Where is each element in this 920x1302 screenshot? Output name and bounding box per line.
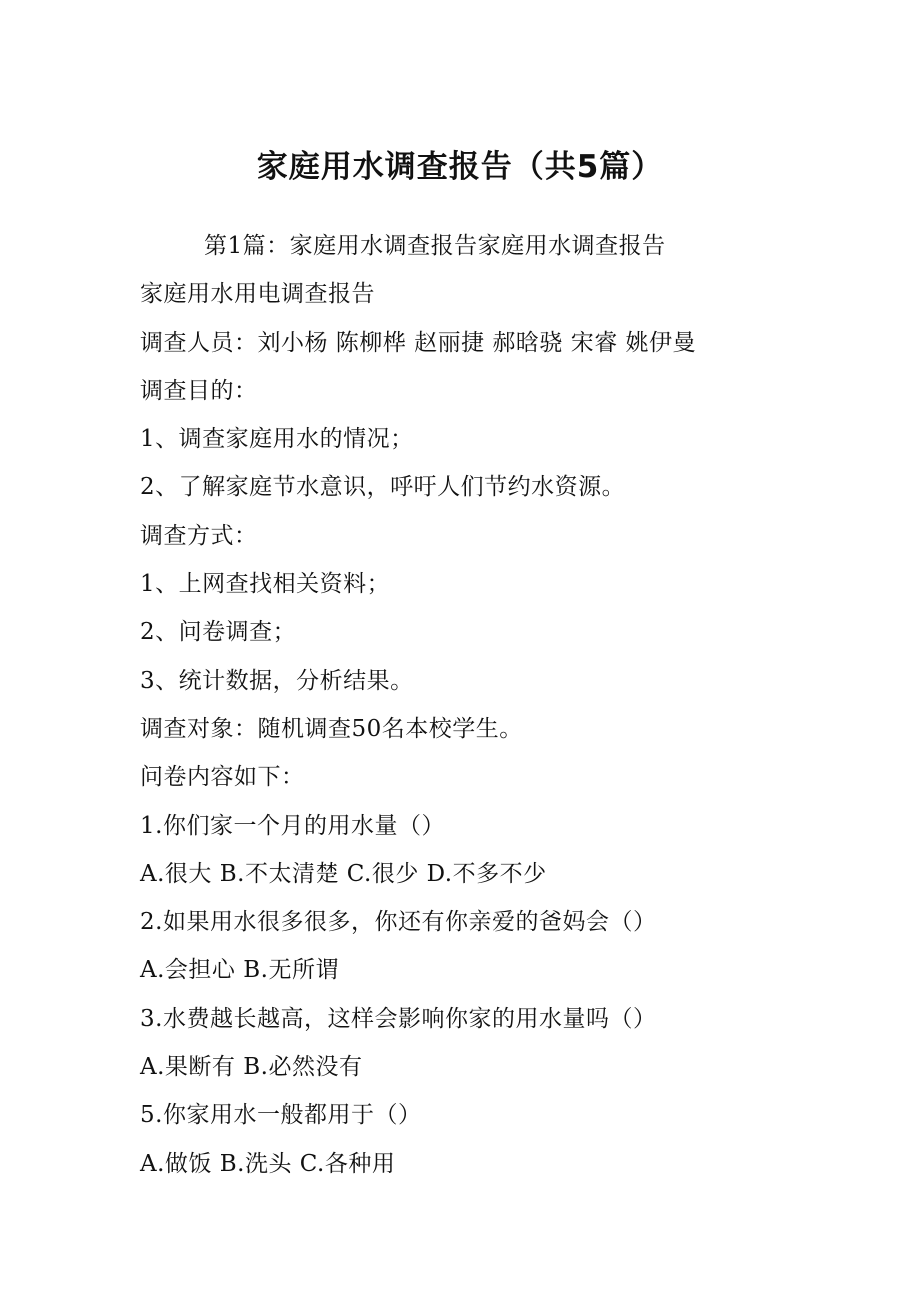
answer-options: A.会担心 B.无所谓 bbox=[140, 957, 339, 984]
document-title: 家庭用水调查报告（共5篇） bbox=[256, 149, 664, 185]
paragraph-line: 家庭用水用电调查报告 bbox=[140, 281, 375, 308]
paragraph-line: 调查方式： bbox=[140, 522, 258, 549]
paragraph-line: 问卷内容如下： bbox=[140, 764, 305, 791]
paragraph-line: 2、了解家庭节水意识，呼吁人们节约水资源。 bbox=[140, 474, 626, 501]
answer-options: A.很大 B.不太清楚 C.很少 D.不多不少 bbox=[140, 860, 547, 887]
paragraph-line: 1、调查家庭用水的情况； bbox=[140, 426, 414, 453]
paragraph-line: 调查目的： bbox=[140, 377, 258, 404]
document-body bbox=[140, 222, 840, 1188]
answer-options: A.果断有 B.必然没有 bbox=[140, 1054, 363, 1081]
question-line: 5.你家用水一般都用于（） bbox=[140, 1102, 422, 1129]
paragraph-line: 调查对象：随机调查50名本校学生。 bbox=[140, 715, 523, 742]
paragraph-line: 1、上网查找相关资料； bbox=[140, 571, 391, 598]
answer-options: A.做饭 B.洗头 C.各种用 bbox=[140, 1150, 396, 1177]
question-line: 1.你们家一个月的用水量（） bbox=[140, 812, 445, 839]
question-line: 3.水费越长越高，这样会影响你家的用水量吗（） bbox=[140, 1005, 657, 1032]
paragraph-line: 2、问卷调查； bbox=[140, 619, 297, 646]
paragraph-line: 3、统计数据，分析结果。 bbox=[140, 667, 414, 694]
paragraph-line: 调查人员：刘小杨 陈柳桦 赵丽捷 郝晗骁 宋睿 姚伊曼 bbox=[140, 329, 697, 356]
question-line: 2.如果用水很多很多，你还有你亲爱的爸妈会（） bbox=[140, 909, 657, 936]
section-heading: 第1篇：家庭用水调查报告家庭用水调查报告 bbox=[204, 233, 666, 259]
